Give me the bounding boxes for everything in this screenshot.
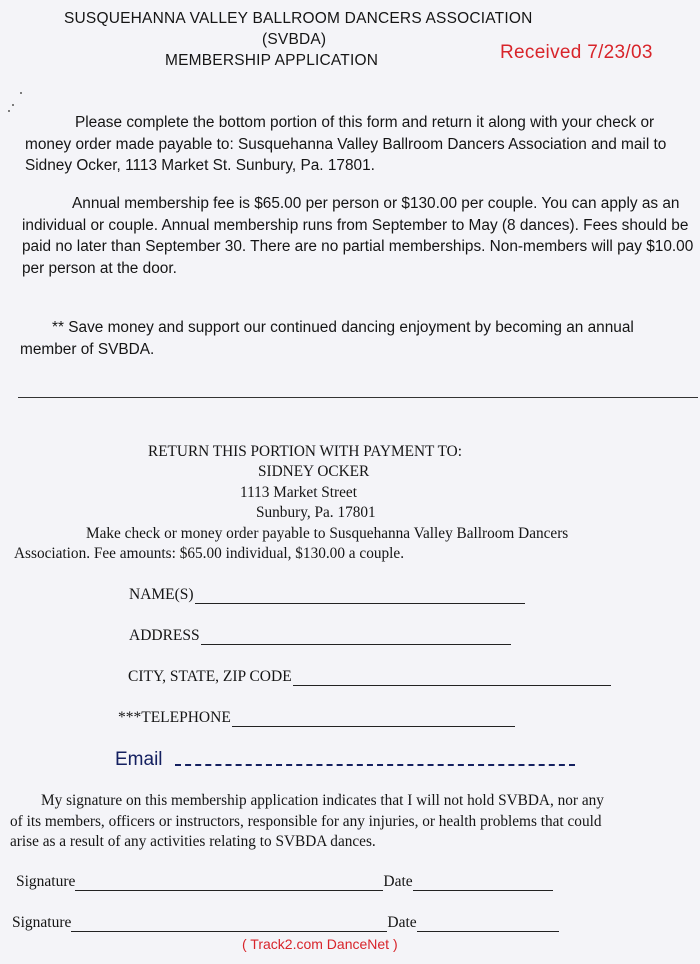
recipient-city: Sunbury, Pa. 17801	[256, 504, 376, 521]
received-stamp: Received 7/23/03	[500, 42, 653, 63]
scan-speck	[20, 92, 22, 94]
scan-speck	[12, 104, 14, 106]
date-label: Date	[387, 914, 417, 931]
fee-paragraph: Annual membership fee is $65.00 per person or $130.00 per couple. You can apply as an individual or couple. Annual membership runs from September to May (8 dances). Fees should be paid no later than September 30. There are no partial memberships. Non-members will pay $10.00 per person at the door.	[22, 195, 694, 277]
signature-label: Signature	[16, 873, 76, 890]
waiver-line-1: My signature on this membership application indicates that I will not hold SVBDA, nor any	[41, 792, 604, 809]
signature-input-line[interactable]	[75, 876, 383, 891]
city-state-zip-field[interactable]	[128, 668, 611, 686]
membership-note: ** Save money and support our continued dancing enjoyment by becoming an annual member of SVBDA.	[20, 319, 634, 358]
scan-speck	[8, 110, 10, 112]
signature-row-2[interactable]	[12, 914, 559, 932]
form-title: MEMBERSHIP APPLICATION	[165, 52, 379, 69]
waiver-line-3: arise as a result of any activities relating to SVBDA dances.	[10, 833, 376, 850]
email-label: Email	[115, 749, 163, 770]
address-field[interactable]	[129, 627, 511, 645]
org-abbreviation: (SVBDA)	[262, 31, 327, 48]
date-label: Date	[383, 873, 413, 890]
telephone-input-line[interactable]	[232, 712, 515, 727]
names-label: NAME(S)	[129, 586, 194, 603]
payable-line: Make check or money order payable to Susquehanna Valley Ballroom Dancers	[86, 525, 569, 542]
names-input-line[interactable]	[195, 589, 525, 604]
telephone-label: ***TELEPHONE	[118, 709, 231, 726]
address-input-line[interactable]	[201, 630, 511, 645]
city-state-zip-input-line[interactable]	[293, 671, 611, 686]
signature-label: Signature	[12, 914, 72, 931]
signature-input-line[interactable]	[71, 917, 387, 932]
instructions-paragraph: Please complete the bottom portion of this form and return it along with your check or money order made payable to: Susquehanna Valley Ballroom Dancers Association and mail to Sidney Ocker, 1113 Market St. Sunbury, Pa. 17801.	[25, 114, 667, 174]
address-label: ADDRESS	[129, 627, 200, 644]
email-field[interactable]	[115, 749, 575, 771]
telephone-field[interactable]	[118, 709, 515, 727]
signature-row-1[interactable]	[16, 873, 553, 891]
return-heading: RETURN THIS PORTION WITH PAYMENT TO:	[148, 443, 462, 460]
cut-line	[18, 397, 698, 398]
waiver-line-2: of its members, officers or instructors, responsible for any injuries, or health problems that could	[10, 813, 602, 830]
date-input-line[interactable]	[413, 876, 553, 891]
recipient-name: SIDNEY OCKER	[258, 463, 370, 480]
email-input-line[interactable]	[175, 752, 575, 766]
org-title: SUSQUEHANNA VALLEY BALLROOM DANCERS ASSOCIATION	[64, 10, 533, 27]
city-state-zip-label: CITY, STATE, ZIP CODE	[128, 668, 292, 685]
names-field[interactable]	[129, 586, 525, 604]
fee-amounts-line: Association. Fee amounts: $65.00 individual, $130.00 a couple.	[14, 545, 405, 562]
source-credit: ( Track2.com DanceNet )	[242, 936, 398, 952]
date-input-line[interactable]	[417, 917, 559, 932]
recipient-street: 1113 Market Street	[240, 484, 357, 501]
